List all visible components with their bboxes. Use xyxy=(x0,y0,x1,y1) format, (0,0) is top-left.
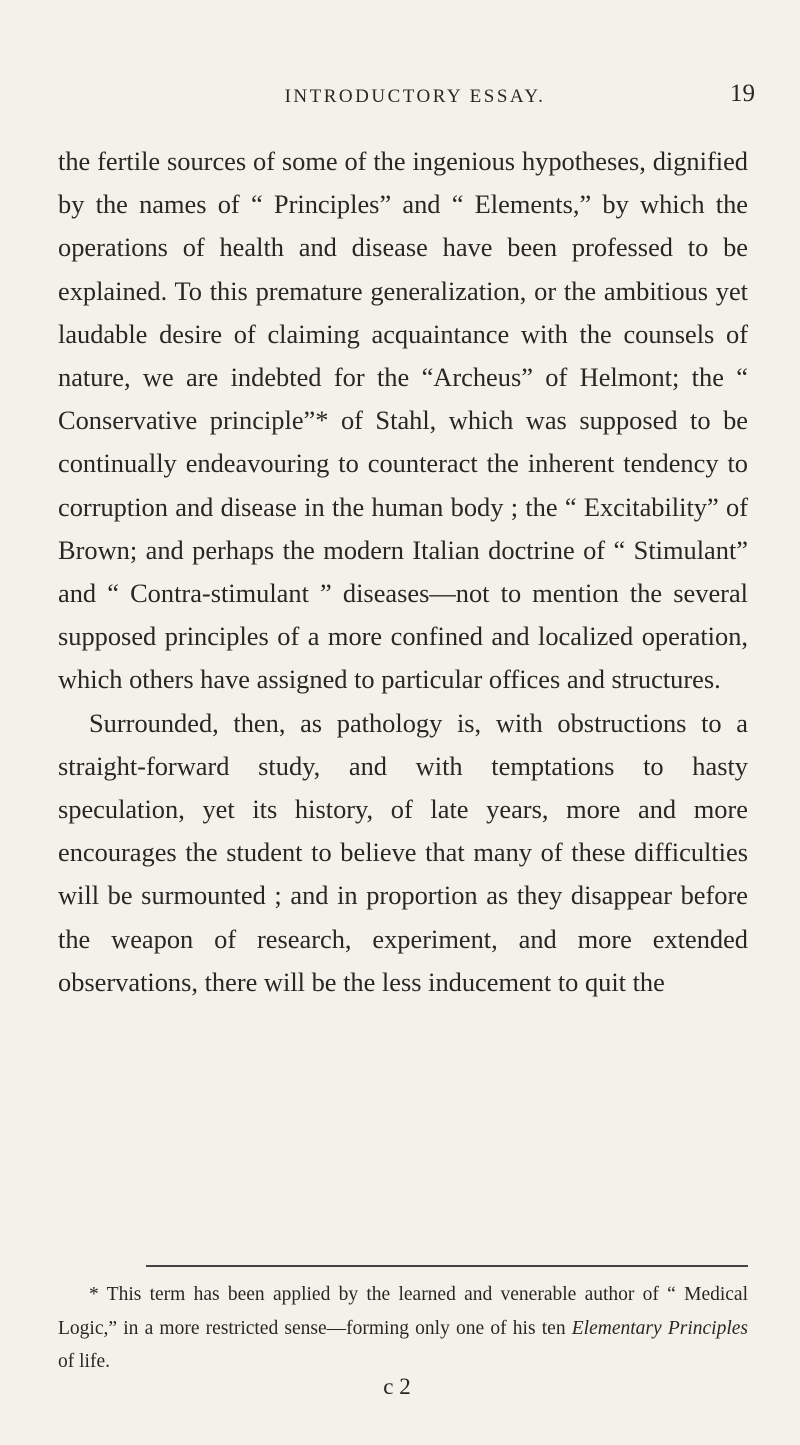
footnote xyxy=(58,1278,748,1379)
paragraph-2: Surrounded, then, as pathology is, with obstructions to a straight-forward study, and with temptations to hasty speculation, yet its history, of late years, more and more encourages the student to believe that many of these difficulties will be surmounted ; and in proportion as they disappear before the weapon of research, experiment, and more extended observations, there will be the less inducement to quit the xyxy=(58,707,748,997)
signature-mark: c 2 xyxy=(383,1374,411,1399)
footnote-text-after: of life. xyxy=(58,1351,110,1373)
paragraph-1: the fertile sources of some of the ingenious hypotheses, dignified by the names of “ Principles” and “ Elements,” by which the operations of health and disease have been professed to be explained. To this premature generalization, or the ambitious yet laudable desire of claiming acquaintance with the counsels of nature, we are indebted for the “Archeus” of Helmont; the “ Conservative principle”* of Stahl, which was supposed to be continually endeavouring to counteract the inherent tendency to corruption and disease in the human body ; the “ Excitability” of Brown; and perhaps the modern Italian doctrine of “ Stimulant” and “ Contra-stimulant ” diseases—not to mention the several supposed principles of a more confined and localized operation, which others have assigned to particular offices and structures. xyxy=(58,146,748,695)
page-number: 19 xyxy=(730,80,755,107)
main-text xyxy=(58,140,748,1004)
footnote-text-before: * This term has been applied by the learned and venerable author of “ Medical Logic,” in a more restricted sense—forming only one of his ten xyxy=(58,1284,748,1339)
footnote-rule xyxy=(146,1265,748,1267)
footnote-paragraph xyxy=(58,1278,748,1379)
running-title: INTRODUCTORY ESSAY. xyxy=(284,86,546,107)
footnote-italic-title: Elementary Principles xyxy=(571,1317,748,1339)
